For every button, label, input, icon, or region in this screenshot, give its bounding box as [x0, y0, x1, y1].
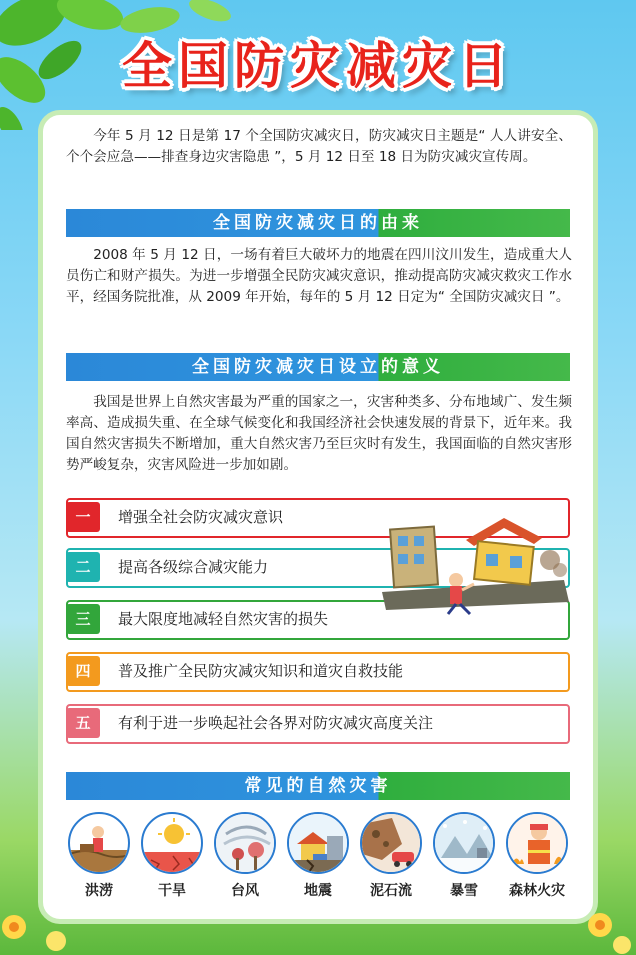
disaster-label: 地震 [304, 883, 332, 899]
disaster-label: 森林火灾 [509, 883, 565, 899]
point-badge: 三 [66, 604, 100, 634]
disaster-label: 洪涝 [85, 883, 113, 899]
point-badge: 一 [66, 502, 100, 532]
point-badge: 四 [66, 656, 100, 686]
point-text: 有利于进一步唤起社会各界对防灾减灾高度关注 [118, 714, 434, 732]
section-heading-significance: 全国防灾减灾日设立的意义 [66, 353, 570, 381]
earthquake-illustration [374, 510, 574, 620]
disaster-label: 干旱 [158, 883, 186, 899]
origin-paragraph: 2008 年 5 月 12 日，一场有着巨大破坏力的地震在四川汶川发生，造成重大人员伤亡和财产损失。为进一步增强全民防灾减灾意识，推动提高防灾减灾救灾工作水平，经国务院批准，从 2009 年开始，每年的 5 月 12 日定为“ 全国防灾减灾日 ”。 [66, 247, 572, 305]
point-5 [66, 704, 570, 744]
point-4 [66, 652, 570, 692]
intro-paragraph: 今年 5 月 12 日是第 17 个全国防灾减灾日，防灾减灾日主题是“ 人人讲安全、个个会应急——排查身边灾害隐患 ”，5 月 12 日至 18 日为防灾减灾宣传周。 [66, 128, 572, 165]
disaster-label: 泥石流 [370, 883, 412, 899]
point-badge: 二 [66, 552, 100, 582]
disaster-label: 台风 [231, 883, 259, 899]
flowers-decoration [0, 865, 636, 955]
page-title: 全国防灾减灾日 [122, 37, 514, 95]
section-heading-origin: 全国防灾减灾日的由来 [66, 209, 570, 237]
significance-paragraph: 我国是世界上自然灾害最为严重的国家之一，灾害种类多、分布地域广、发生频率高、造成损失重、在全球气候变化和我国经济社会快速发展的背景下，近年来。我国自然灾害损失不断增加，重大自然灾害乃至巨灾时有发生，我国面临的自然灾害形势严峻复杂，灾害风险进一步加如剧。 [66, 394, 572, 473]
section-heading-common-disasters: 常见的自然灾害 [66, 772, 570, 800]
point-text: 最大限度地减轻自然灾害的损失 [118, 610, 329, 628]
point-badge: 五 [66, 708, 100, 738]
point-text: 普及推广全民防灾减灾知识和道灾自救技能 [118, 662, 404, 680]
point-text: 增强全社会防灾减灾意识 [118, 508, 284, 526]
point-text: 提高各级综合减灾能力 [118, 558, 269, 576]
disaster-label: 暴雪 [450, 883, 478, 899]
